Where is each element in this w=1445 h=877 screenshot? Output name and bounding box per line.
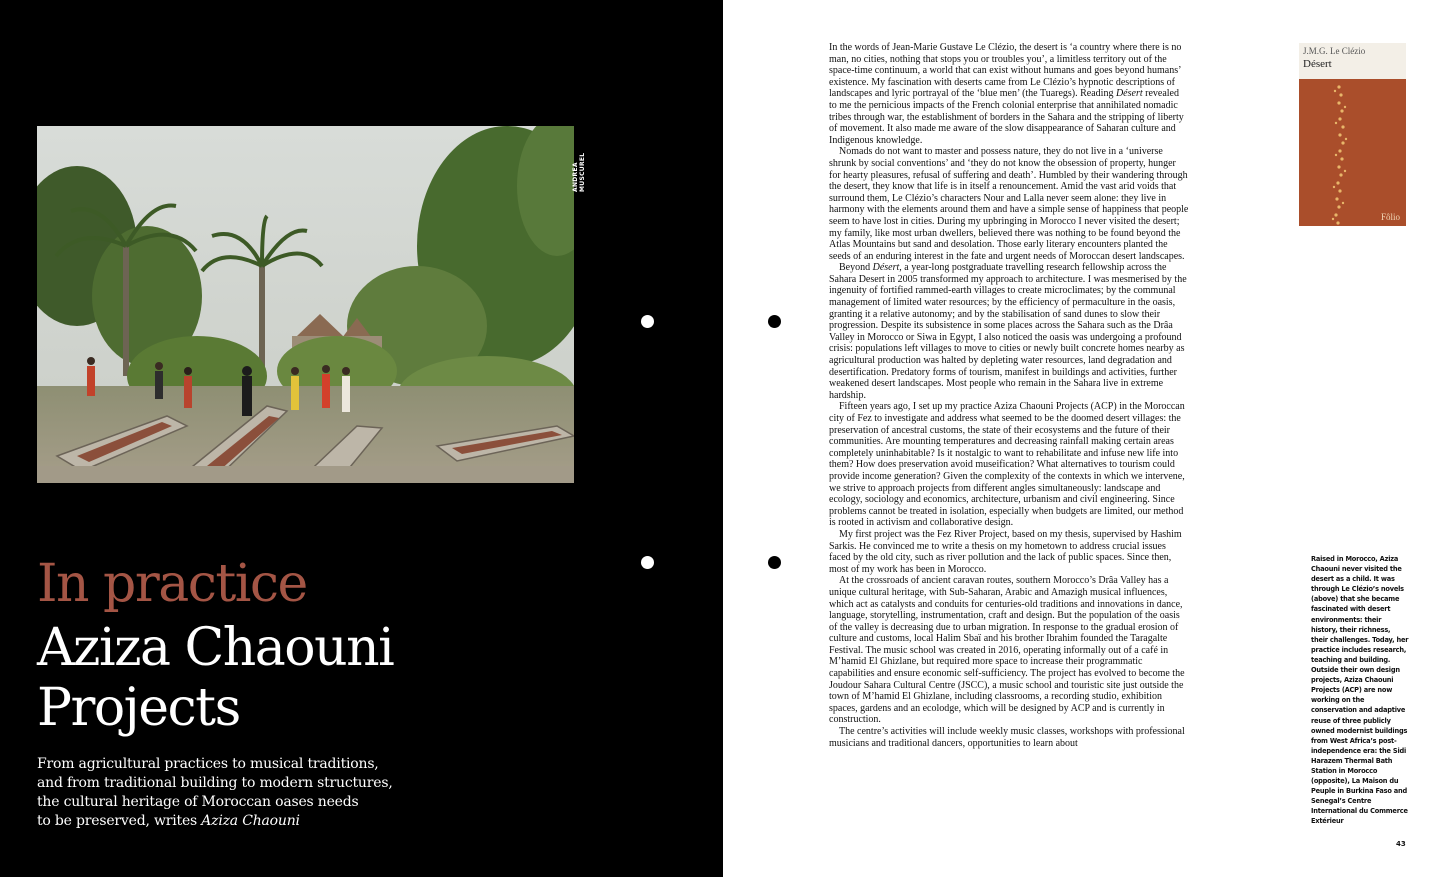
- book-title-reference: Désert: [872, 262, 900, 274]
- paragraph-text: revealed to me the pernicious impacts of the French colonial enterprise that annihilated nomadic tribes through war, the establishment of borders in the Sahara and the stripping of liberty of movement. It also made me aware of the slow disappearance of Saharan culture and Indigenous knowledge.: [829, 88, 1184, 146]
- standfirst: [37, 755, 417, 831]
- article-paragraph: [829, 262, 1189, 401]
- section-kicker: In practice: [37, 554, 307, 614]
- photo-garden-icon: [37, 126, 574, 483]
- image-caption: Raised in Morocco, Aziza Chaouni never visited the desert as a child. It was through Le Clézio’s novels (above) that she became fascinated with desert environments: their history, their richness, their challenges. Today, her practice includes research, teaching and building. Outside their own design projects, Aziza Chaouni Projects (ACP) are now working on the conservation and adaptive reuse of three publicly owned modernist buildings from West Africa’s post-independence era: the Sidi Harazem Thermal Bath Station in Morocco (opposite), La Maison du Peuple in Burkina Faso and Senegal’s Centre International du Commerce Extérieur: [1311, 555, 1409, 826]
- binder-hole-icon: [641, 315, 654, 328]
- paragraph-text: In the words of Jean-Marie Gustave Le Clézio, the desert is ‘a country where there is no man, no cities, nothing that stops you or troubles you’, a limitless territory out of the space-time continuum, a world that can exist without humans and goes beyond humans’ existence. My fascination with deserts came from Le Clézio’s hypnotic descriptions of landscapes and lyric portrayal of the ‘blue men’ (the Tuaregs). Reading: [829, 42, 1182, 100]
- book-cover-art: [1299, 79, 1406, 226]
- book-title: Désert: [1303, 58, 1332, 70]
- headline-line-2: Projects: [37, 678, 240, 738]
- book-author: J.M.G. Le Clézio: [1303, 46, 1366, 56]
- book-cover: [1299, 43, 1406, 226]
- standfirst-line-2: and from traditional building to modern structures,: [37, 775, 393, 791]
- headline-line-1: Aziza Chaouni: [37, 618, 394, 678]
- article-paragraph: Fifteen years ago, I set up my practice Aziza Chaouni Projects (ACP) in the Moroccan city of Fez to investigate and address what seemed to be the doomed desert villages: the preservation of ancestral customs, the state of their ecosystems and the future of their communities. Are mounting temperatures and decreasing rainfall making certain areas completely uninhabitable? Is it nostalgic to want to rehabilitate and infuse new life into them? How does preservation avoid museification? What alternatives to tourism could provide income generation? Given the complexity of the contexts in which we intervene, we strive to approach projects from different angles simultaneously: landscape and ecology, sociology and economics, architecture, urbanism and civil engineering. Since problems cannot be treated in isolation, especially when budgets are limited, our method is rooted in activism and collaborative design.: [829, 401, 1185, 529]
- page-title: [37, 618, 517, 738]
- article-paragraph: [829, 42, 1189, 146]
- paragraph-text: Beyond: [839, 262, 873, 274]
- book-title-reference: Désert: [1115, 88, 1143, 100]
- standfirst-author: Aziza Chaouni: [201, 813, 300, 829]
- page-number: 43: [1396, 840, 1406, 848]
- standfirst-line-3: the cultural heritage of Moroccan oases needs: [37, 794, 359, 810]
- binder-hole-icon: [768, 315, 781, 328]
- article-paragraph: At the crossroads of ancient caravan routes, southern Morocco’s Drâa Valley has a unique cultural heritage, with Sub-Saharan, Arabic and Amazigh musical influences, which act as catalysts and conduits for centuries-old traditions and innovations in dance, language, storytelling, instrumentation, craft and design. But the population of the oasis of the valley is decreasing due to urban migration. In response to the gradual erosion of culture and customs, local Halim Sbaï and his brother Ibrahim founded the Taragalte Festival. The music school was created in 2016, operating informally out of a café in M’hamid El Ghizlane, but required more space to increase their programmatic capabilities and ensure economic self-sufficiency. The project has evolved to become the Joudour Sahara Cultural Centre (JSCC), a music school and touristic site just outside the town of M’hamid El Ghizlane, including classrooms, a recording studio, exhibition spaces, gardens and an ecolodge, which will be designed by ACP and is currently in construction.: [829, 575, 1185, 726]
- publisher-logo: Fôlio: [1380, 212, 1400, 222]
- article-paragraph: My first project was the Fez River Project, based on my thesis, supervised by Hashim Sarkis. He convinced me to write a thesis on my hometown to address crucial issues faced by the old city, such as river pollution and the lack of public spaces. Since then, most of my work has been in Morocco.: [829, 528, 1182, 575]
- photo-credit: ANDREA MUSCUREL: [572, 152, 586, 192]
- article-body: [829, 42, 1189, 749]
- standfirst-line-4: to be preserved, writes: [37, 813, 202, 829]
- article-paragraph: Nomads do not want to master and possess nature, they do not live in a ‘universe shrunk by social conventions’ and ‘they do not know the obsession of property, hunger for hearty pleasures, refusal of suffering and death’. Humbled by their wandering through the desert, they know that life is in itself a renouncement. Amid the vast arid voids that surround them, Le Clézio’s characters Nour and Lalla never seem alone: they live in harmony with the elements around them and have a simple sense of happiness that people seem to have lost in cities. During my upbringing in Morocco I never visited the desert; my family, like most urban dwellers, believed there was nothing to be found beyond the Atlas Mountains but sand and desolation. Those early literary encounters planted the seeds of an enduring interest in the fate and urgent needs of Moroccan desert landscapes.: [829, 146, 1189, 262]
- binder-hole-icon: [641, 556, 654, 569]
- article-paragraph: The centre’s activities will include weekly music classes, workshops with professional musicians and traditional dancers, opportunities to learn about: [829, 726, 1185, 749]
- binder-hole-icon: [768, 556, 781, 569]
- standfirst-line-1: From agricultural practices to musical traditions,: [37, 756, 379, 772]
- paragraph-text: , a year-long postgraduate travelling research fellowship across the Sahara Desert in 2005 transformed my approach to architecture. I was mesmerised by the ingenuity of fortified rammed-earth villages to create microclimates; by the communal management of limited water resources; by the efficiency of permaculture in the oasis, granting it a relative autonomy; and by the stabilisation of sand dunes to slow their progression. Despite its subsistence in some places across the Sahara such as the Drâa Valley in Morocco or Siwa in Egypt, I also noticed the oasis was undergoing a profound crisis: populations left villages to move to cities or newly built concrete homes nearby as agricultural production was halted by depleting water resources, land degradation and desertification. Predatory forms of tourism, manifest in buildings and activities, further weakened desert landscapes. Most people who remain in the Sahara live in extreme hardship.: [829, 262, 1187, 401]
- feature-photo: [37, 126, 574, 483]
